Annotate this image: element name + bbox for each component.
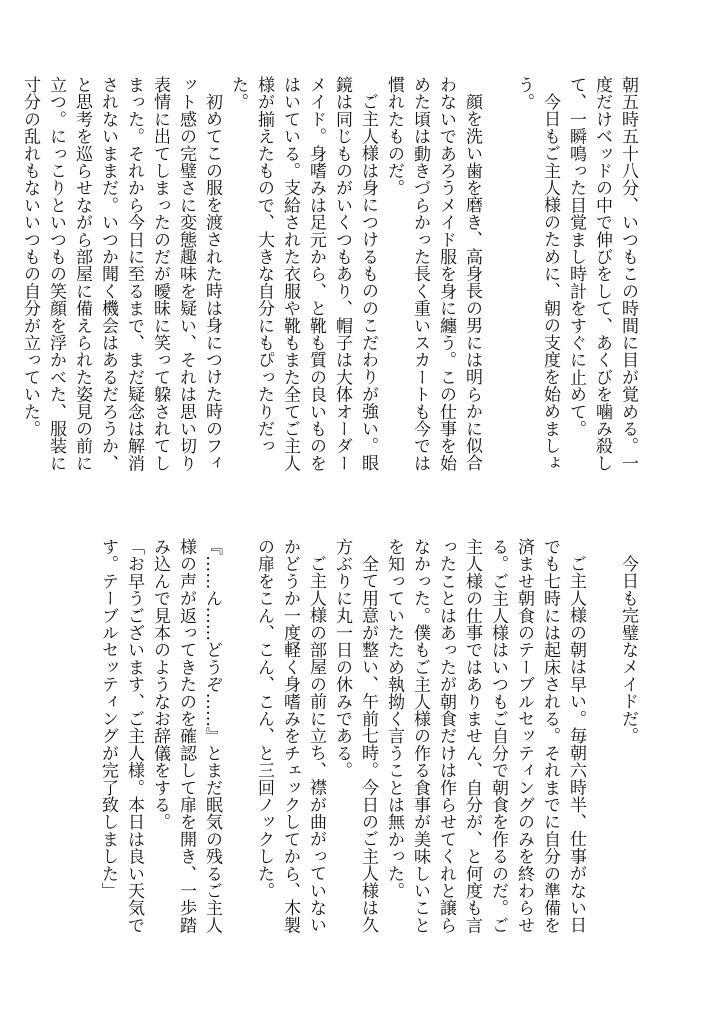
bottom-text-block (81, 538, 641, 948)
blank-line (589, 538, 615, 948)
paragraph-seven-am: 全て用意が整い、午前七時。今日のご主人様は久方ぶりに丸一日の休みである。 (332, 538, 378, 934)
paragraph-first-fit: 初めてこの服を渡された時は身につけた時のフィット感の完璧さに変態趣味を疑い、それは思い切り表情に出てしまったのだが曖昧に笑って躱されてしまった。それから今日に至るまで、まだ疑念は解消されないままだ。いつか聞く機会はあるだろうか、と思考を巡らせながら部屋に備えられた姿見の前に立つ。にっこりといつもの笑顔を浮かべた、服装に寸分の乱れもないいつもの自分が立っていた。 (20, 76, 222, 472)
blank-line (225, 538, 251, 948)
paragraph-start-prep: 今日もご主人様のために、朝の支度を始めましょう。 (514, 76, 560, 472)
top-text-block (20, 76, 641, 486)
paragraph-master-taste: ご主人様は身につけるもののこだわりが強い。眼鏡は同じものがいくつもあり、帽子は大体オーダーメイド。身嗜みは足元から、と靴も質の良いものをはいている。支給された衣服や靴もまた全てご主人様が揃えたもので、大きな自分にもぴったりだった。 (228, 76, 378, 472)
paragraph-wake-up: 朝五時五十八分、いつもこの時間に目が覚める。一度だけベッドの中で伸びをして、あくびを噛み殺して、一瞬鳴った目覚まし時計をすぐに止めて。 (566, 76, 638, 472)
paragraph-master-voice: 『……ん……どうぞ……』とまだ眠気の残るご主人様の声が返ってきたのを確認して扉を開き、一歩踏み込んで見本のようなお辞儀をする。 (150, 538, 222, 934)
paragraph-perfect-maid: 今日も完璧なメイドだ。 (618, 555, 638, 745)
paragraph-knock: ご主人様の部屋の前に立ち、襟が曲がっていないかどうか一度軽く身嗜みをチェックしてから、木製の扉をこん、こん、こん、と三回ノックした。 (254, 538, 326, 934)
paragraph-maid-uniform: 顔を洗い歯を磨き、高身長の男には明らかに似合わないであろうメイド服を身に纏う。この仕事を始めた頃は動きづらかった長く重いスカートも今では慣れたものだ。 (384, 76, 482, 472)
blank-line (485, 76, 511, 486)
paragraph-greeting: 「お早うございます、ご主人様。本日は良い天気です。テーブルセッティングが完了致しました」 (98, 538, 144, 934)
paragraph-master-morning: ご主人様の朝は早い。毎朝六時半、仕事がない日でも七時には起床される。それまでに自分の準備を済ませ朝食のテーブルセッティングのみを終わらせる。ご主人様はいつもご自分で朝食を作るのだ。ご主人様の仕事ではありません、自分が、と何度も言ったことはあったが朝食だけは作らせてくれと譲らなかった。僕もご主人様の作る食事が美味しいことを知っていたため執拗く言うことは無かった。 (384, 538, 586, 934)
